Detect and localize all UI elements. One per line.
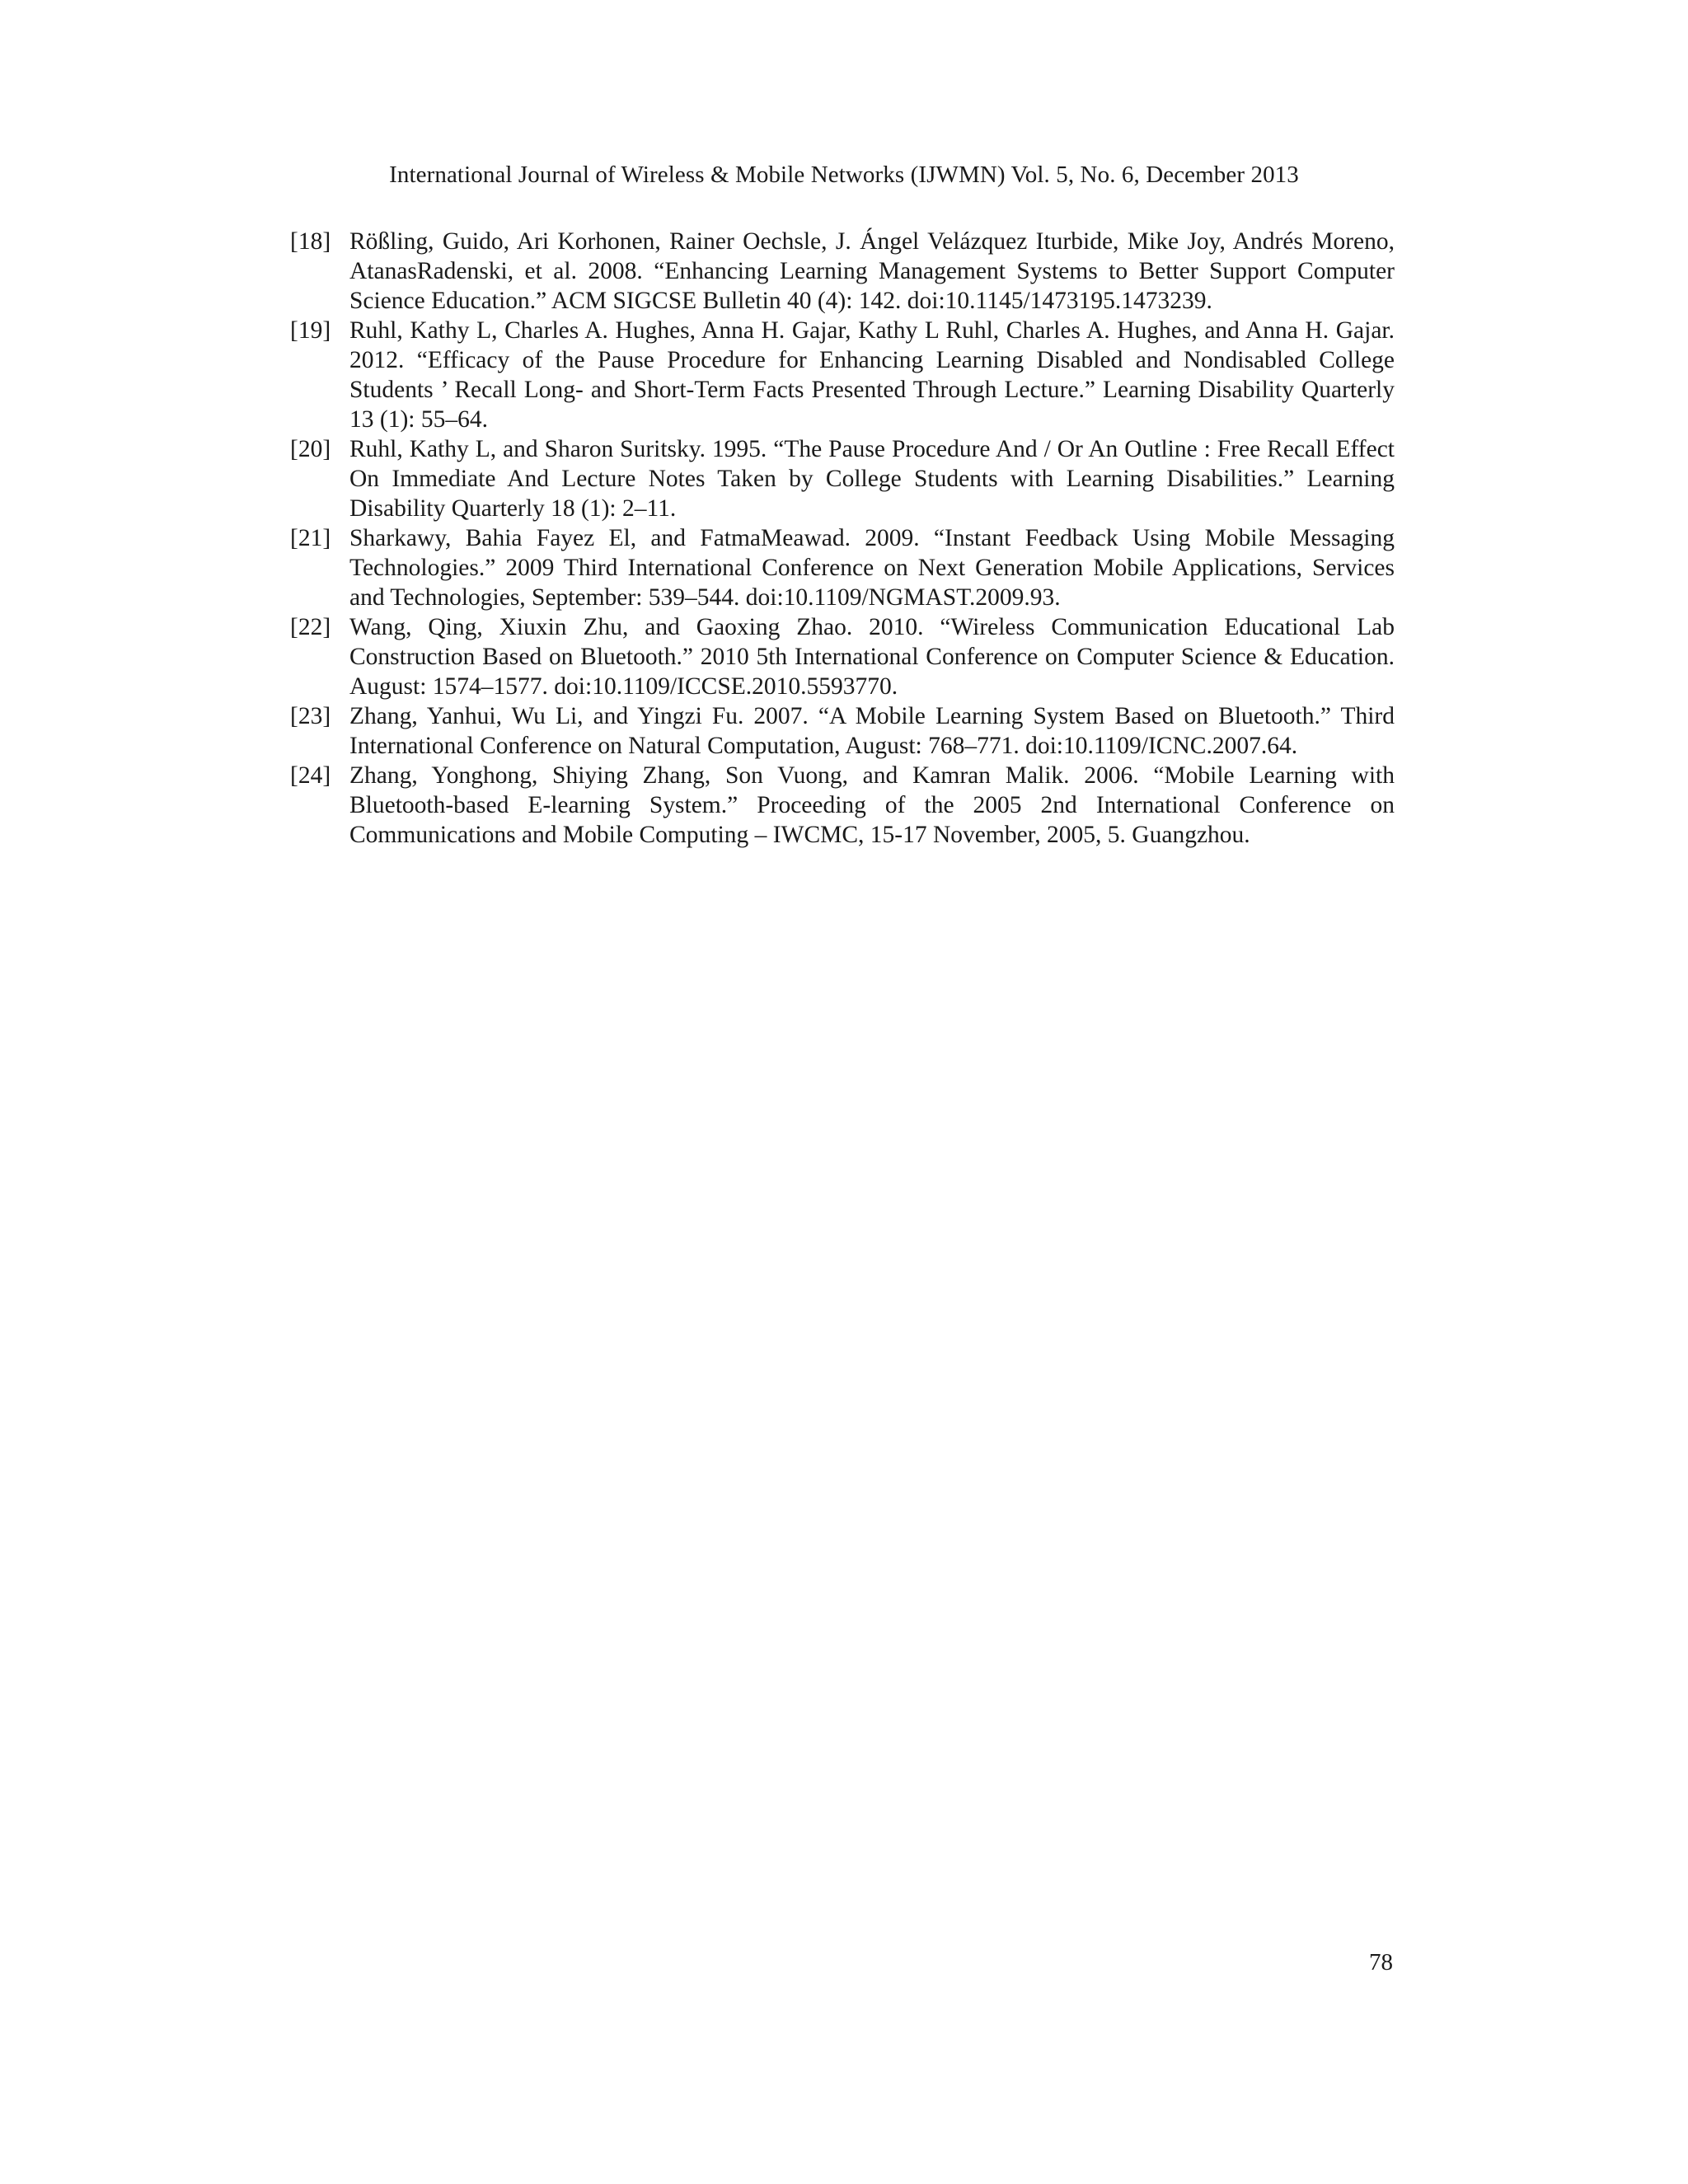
- reference-number: [21]: [290, 525, 331, 551]
- reference-item: [290, 316, 1395, 434]
- reference-number: [18]: [290, 228, 331, 255]
- reference-text: Ruhl, Kathy L, and Sharon Suritsky. 1995. “The Pause Procedure And / Or An Outline : Free Recall Effect On Immediate And Lecture Notes Taken by College Students with Learning Disabilities.” Learning Disability Quarterly 18 (1): 2–11.: [349, 436, 1395, 522]
- reference-item: [290, 227, 1395, 316]
- page-number: 78: [1369, 1949, 1393, 1975]
- reference-item: [290, 523, 1395, 612]
- reference-item: [290, 434, 1395, 523]
- reference-item: [290, 612, 1395, 701]
- reference-number: [24]: [290, 762, 331, 789]
- reference-number: [20]: [290, 436, 331, 462]
- reference-item: [290, 761, 1395, 850]
- reference-number: [19]: [290, 317, 331, 344]
- reference-text: Ruhl, Kathy L, Charles A. Hughes, Anna H. Gajar, Kathy L Ruhl, Charles A. Hughes, and Anna H. Gajar. 2012. “Efficacy of the Pause Procedure for Enhancing Learning Disabled and Nondisabled College Students ’ Recall Long- and Short-Term Facts Presented Through Lecture.” Learning Disability Quarterly 13 (1): 55–64.: [349, 317, 1395, 433]
- running-header: International Journal of Wireless & Mobile Networks (IJWMN) Vol. 5, No. 6, December 2013: [389, 162, 1299, 188]
- reference-item: [290, 701, 1395, 761]
- reference-text: Sharkawy, Bahia Fayez El, and FatmaMeawad. 2009. “Instant Feedback Using Mobile Messaging Technologies.” 2009 Third International Conference on Next Generation Mobile Applications, Services and Technologies, September: 539–544. doi:10.1109/NGMAST.2009.93.: [349, 525, 1395, 611]
- reference-text: Zhang, Yonghong, Shiying Zhang, Son Vuong, and Kamran Malik. 2006. “Mobile Learning with Bluetooth-based E-learning System.” Proceeding of the 2005 2nd International Conference on Communications and Mobile Computing – IWCMC, 15-17 November, 2005, 5. Guangzhou.: [349, 762, 1395, 848]
- reference-number: [22]: [290, 614, 331, 640]
- reference-number: [23]: [290, 703, 331, 729]
- reference-list: [290, 227, 1395, 850]
- reference-text: Zhang, Yanhui, Wu Li, and Yingzi Fu. 2007. “A Mobile Learning System Based on Bluetooth.” Third International Conference on Natural Computation, August: 768–771. doi:10.1109/ICNC.2007.64.: [349, 703, 1395, 759]
- reference-text: Rößling, Guido, Ari Korhonen, Rainer Oechsle, J. Ángel Velázquez Iturbide, Mike Joy, Andrés Moreno, AtanasRadenski, et al. 2008. “Enhancing Learning Management Systems to Better Support Computer Science Education.” ACM SIGCSE Bulletin 40 (4): 142. doi:10.1145/1473195.1473239.: [349, 228, 1395, 314]
- reference-text: Wang, Qing, Xiuxin Zhu, and Gaoxing Zhao. 2010. “Wireless Communication Educational Lab Construction Based on Bluetooth.” 2010 5th International Conference on Computer Science & Education. August: 1574–1577. doi:10.1109/ICCSE.2010.5593770.: [349, 614, 1395, 700]
